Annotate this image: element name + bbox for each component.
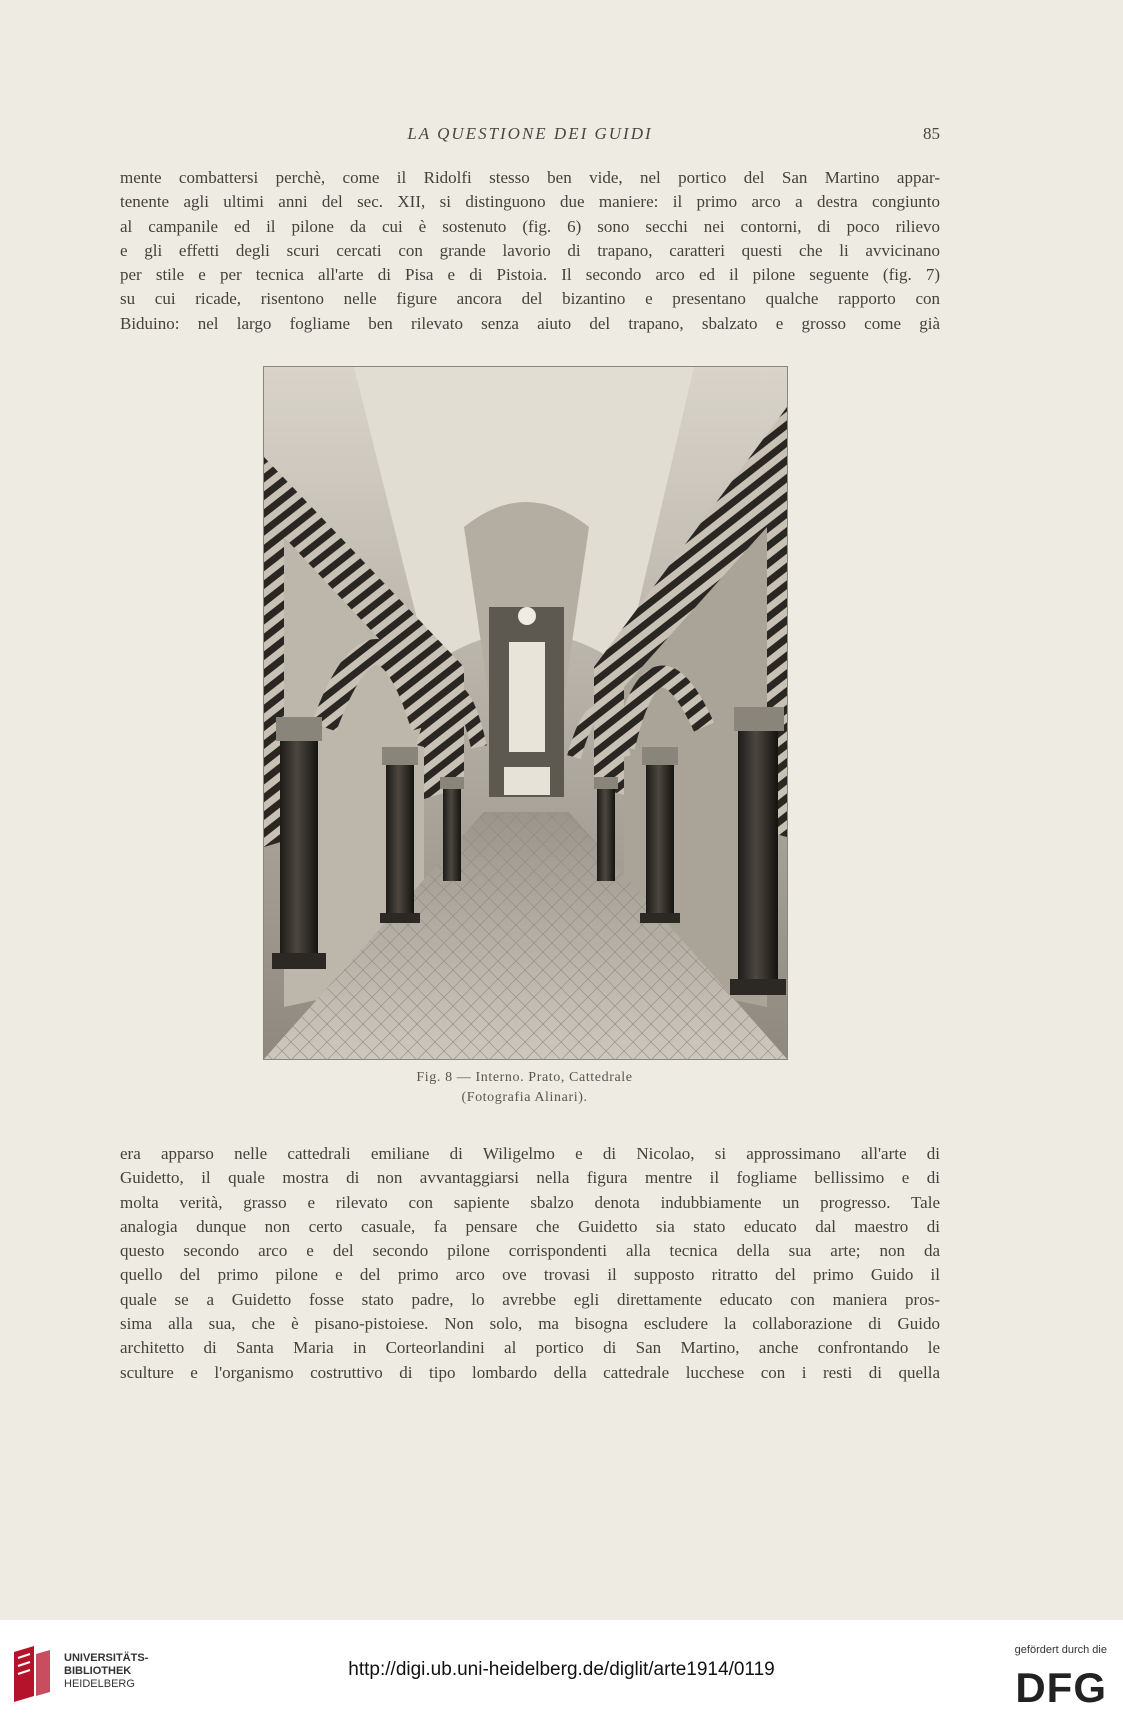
running-head — [120, 124, 940, 148]
running-title: LA QUESTIONE DEI GUIDI — [407, 124, 653, 143]
cathedral-interior-photo — [263, 366, 788, 1060]
text-line: per stile e per tecnica all'arte di Pisa e di Pistoia. Il secondo arco ed il pilone seguente (fig. 7) — [120, 265, 940, 285]
text-line: quale se a Guidetto fosse stato padre, lo avrebbe egli direttamente educato con maniera pros- — [120, 1289, 940, 1309]
text-line: sculture e l'organismo costruttivo di tipo lombardo della cattedrale lucchese con i resti di quella — [120, 1362, 940, 1382]
funding-note: gefördert durch die — [1014, 1644, 1107, 1656]
text-line: era apparso nelle cattedrali emiliane di Wiligelmo e di Nicolao, si approssimano all'arte di — [120, 1144, 940, 1163]
permalink-url[interactable]: http://digi.ub.uni-heidelberg.de/diglit/arte1914/0119 — [348, 1659, 775, 1680]
digitization-footer — [0, 1620, 1123, 1717]
text-line: molta verità, grasso e rilevato con sapiente sbalzo denota indubbiamente un progresso. Tale — [120, 1192, 940, 1212]
library-name-line: HEIDELBERG — [64, 1678, 135, 1690]
text-line: analogia dunque non certo casuale, fa pensare che Guidetto sia stato educato dal maestro di — [120, 1216, 940, 1236]
figure-credit: (Fotografia Alinari). — [461, 1090, 588, 1105]
text-line: tenente agli ultimi anni del sec. XII, si distinguono due maniere: il primo arco a destra congiunto — [120, 192, 940, 212]
library-name-line: BIBLIOTHEK — [64, 1665, 132, 1677]
text-line: questo secondo arco e del secondo pilone corrispondenti alla tecnica della sua arte; non da — [120, 1241, 940, 1261]
library-name-line: UNIVERSITÄTS- — [64, 1652, 149, 1664]
text-line: architetto di Santa Maria in Corteorlandini al portico di San Martino, anche confrontando le — [120, 1338, 940, 1358]
dfg-logo: DFG — [1015, 1664, 1107, 1711]
paragraph-bottom — [120, 1142, 940, 1385]
text-line: al campanile ed il pilone da cui è sostenuto (fig. 6) sono secchi nei contorni, di poco rilievo — [120, 216, 940, 236]
text-line: sima alla sua, che è pisano-pistoiese. Non solo, ma bisogna escludere la collaborazione di Guido — [120, 1314, 940, 1334]
text-line: mente combattersi perchè, come il Ridolfi stesso ben vide, nel portico del San Martino appar- — [120, 168, 940, 187]
text-line: Biduino: nel largo fogliame ben rilevato senza aiuto del trapano, sbalzato e grosso come già — [120, 313, 940, 333]
figure-caption: Fig. 8 — Interno. Prato, Cattedrale — [416, 1070, 633, 1085]
paragraph-top — [120, 166, 940, 336]
text-line: su cui ricade, risentono nelle figure ancora del bizantino e presentano qualche rapporto con — [120, 289, 940, 309]
page-number: 85 — [923, 124, 940, 143]
text-line: Guidetto, il quale mostra di non avvantaggiarsi nella figura mentre il fogliame bellissimo e di — [120, 1168, 940, 1188]
text-line: e gli effetti degli scuri cercati con grande lavorio di trapano, caratteri questi che li avvicinano — [120, 240, 940, 260]
text-line: quello del primo pilone e del primo arco ove trovasi il supposto ritratto del primo Guido il — [120, 1265, 940, 1285]
